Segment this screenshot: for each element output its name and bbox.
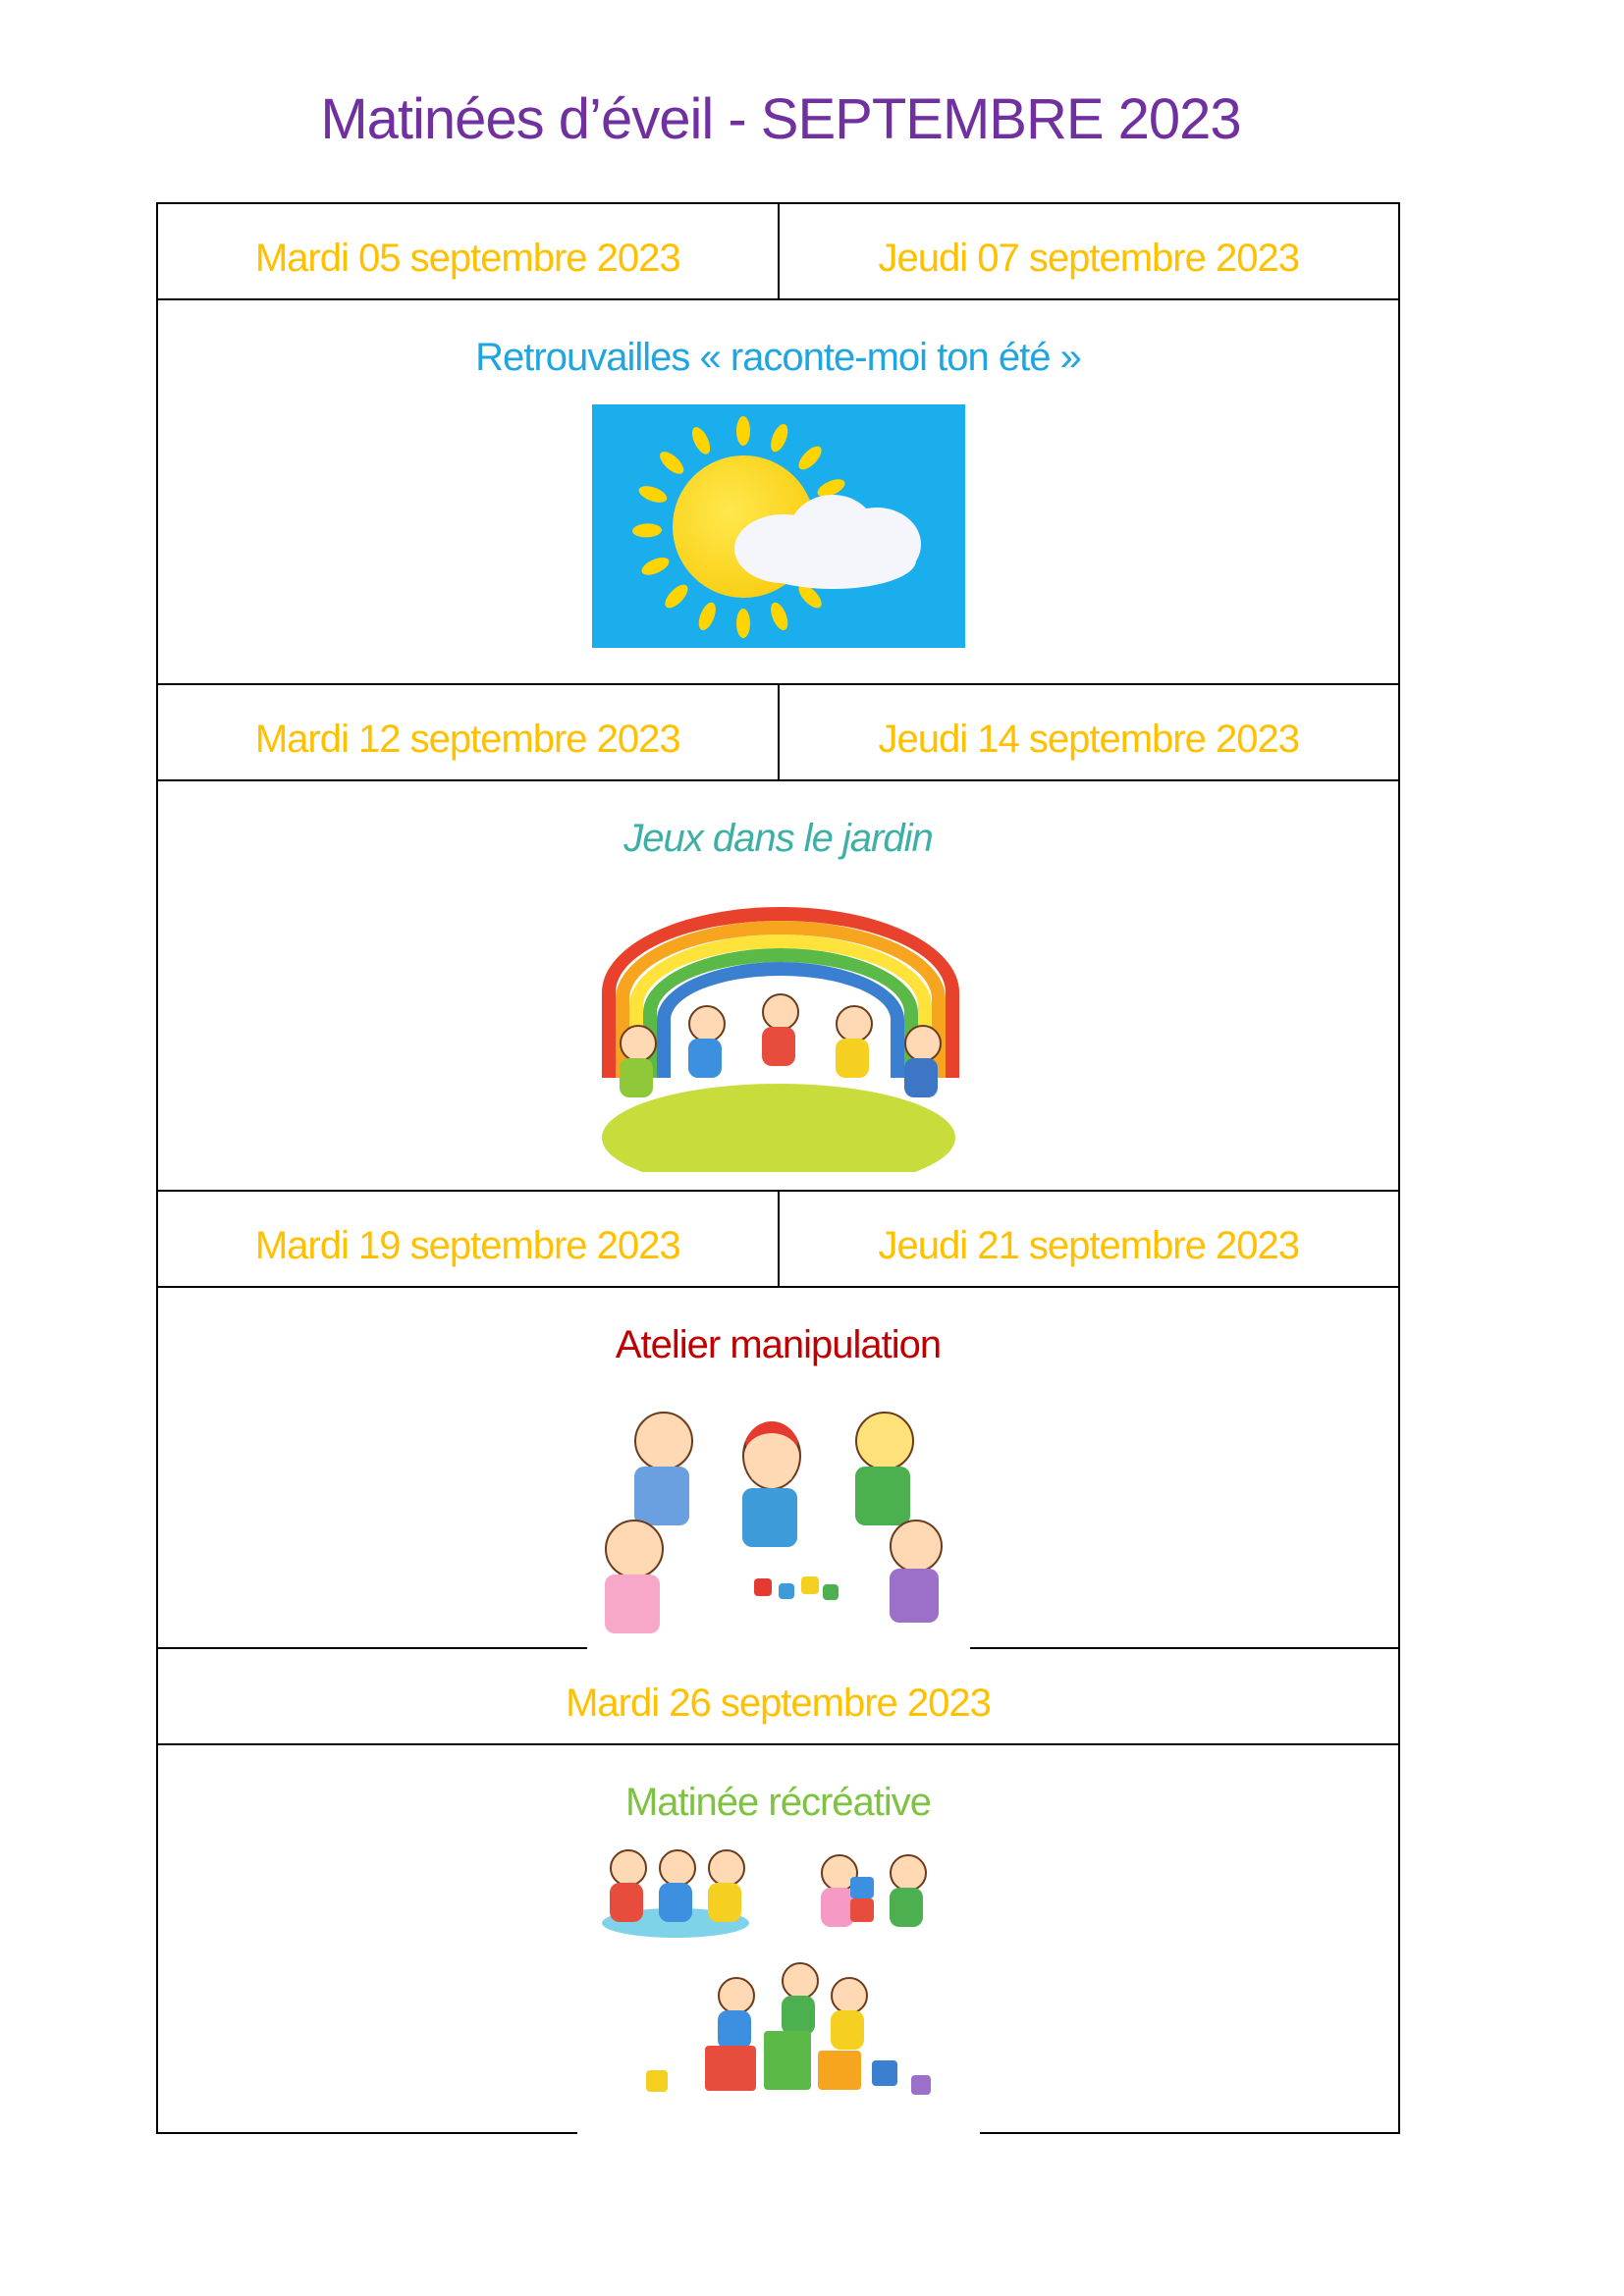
- date-cell: Mardi 05 septembre 2023: [254, 236, 680, 280]
- rainbow-kids-illustration: [592, 887, 965, 1172]
- date-row-week-3: [158, 1192, 1398, 1288]
- activity-title: Matinée récréative: [624, 1781, 932, 1824]
- date-row-week-1: [158, 204, 1398, 300]
- schedule-table: [156, 202, 1400, 2134]
- date-row-week-2: [158, 685, 1398, 781]
- activity-title: Atelier manipulation: [615, 1323, 942, 1366]
- activity-row-week-1: [158, 300, 1398, 685]
- date-cell: Mardi 19 septembre 2023: [254, 1223, 680, 1267]
- date-row-week-4: [158, 1649, 1398, 1745]
- activity-row-week-2: [158, 781, 1398, 1192]
- activity-title: Jeux dans le jardin: [623, 817, 933, 860]
- page-title: Matinées d’éveil - SEPTEMBRE 2023: [320, 87, 1241, 151]
- activity-title: Retrouvailles « raconte-moi ton été »: [475, 336, 1081, 379]
- date-cell: Mardi 26 septembre 2023: [566, 1681, 991, 1725]
- date-cell: Mardi 12 septembre 2023: [254, 717, 680, 761]
- recreational-play-illustration: [577, 1849, 980, 2134]
- date-cell: Jeudi 07 septembre 2023: [778, 204, 1399, 298]
- date-cell: Jeudi 14 septembre 2023: [778, 685, 1399, 779]
- sun-cloud-illustration: [592, 404, 965, 648]
- children-playing-illustration: [587, 1392, 970, 1657]
- activity-row-week-4: [158, 1745, 1398, 2132]
- activity-row-week-3: [158, 1288, 1398, 1649]
- date-cell: Jeudi 21 septembre 2023: [778, 1192, 1399, 1286]
